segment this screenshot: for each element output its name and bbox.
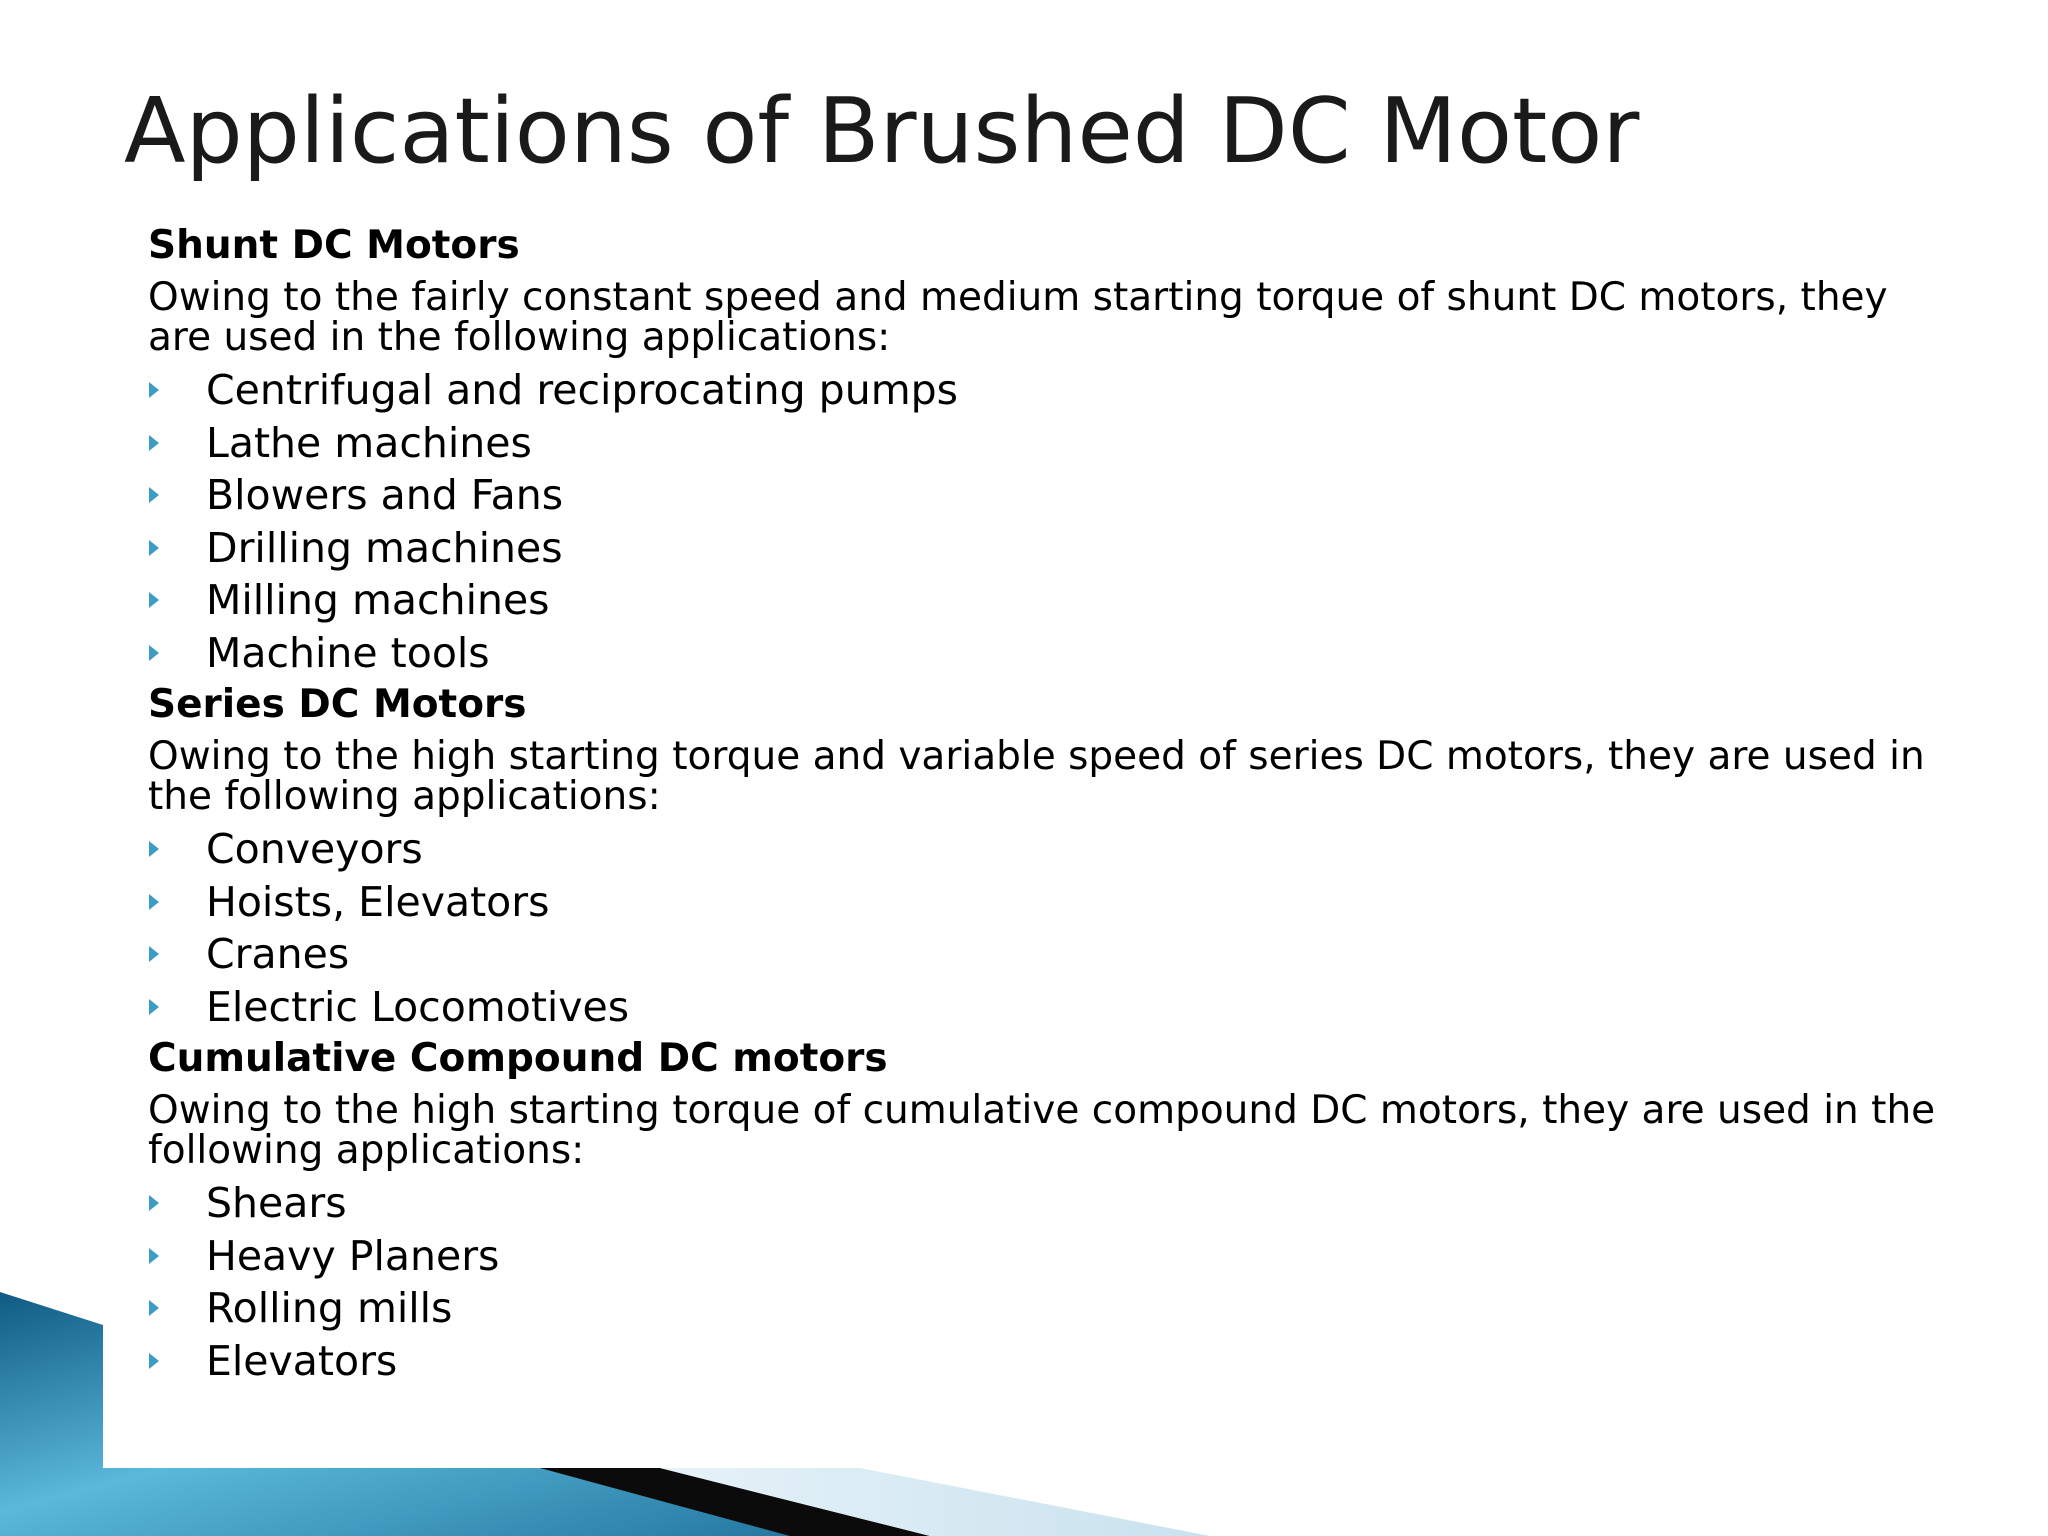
list-item	[148, 823, 1948, 876]
bullet-arrow-icon	[149, 435, 159, 451]
bullet-arrow-icon	[149, 540, 159, 556]
bullet-arrow-icon	[149, 1248, 159, 1264]
slide-body	[148, 220, 1948, 1387]
list-item	[148, 1230, 1948, 1283]
application-list	[148, 1177, 1948, 1387]
section-heading: Shunt DC Motors	[148, 223, 520, 268]
bullet-arrow-icon	[149, 999, 159, 1015]
list-item	[148, 574, 1948, 627]
bullet-arrow-icon	[149, 841, 159, 857]
list-item-label: Lathe machines	[206, 418, 532, 467]
bullet-arrow-icon	[149, 1353, 159, 1369]
application-list	[148, 823, 1948, 1033]
bullet-arrow-icon	[149, 382, 159, 398]
list-item-label: Rolling mills	[206, 1284, 453, 1332]
bullet-arrow-icon	[149, 1300, 159, 1316]
list-item-label: Electric Locomotives	[206, 982, 630, 1031]
list-item	[148, 1282, 1948, 1335]
section-cumulative-compound-dc-motors	[148, 1033, 1948, 1387]
list-item	[148, 417, 1948, 470]
section-intro: Owing to the high starting torque and variable speed of series DC motors, they are used in the following applications:	[148, 734, 1925, 819]
slide-title: Applications of Brushed DC Motor	[124, 79, 1640, 184]
section-intro: Owing to the high starting torque of cumulative compound DC motors, they are used in the following applications:	[148, 1088, 1936, 1173]
list-item-label: Machine tools	[206, 628, 490, 677]
list-item-label: Conveyors	[206, 825, 423, 873]
list-item-label: Drilling machines	[206, 523, 563, 572]
list-item	[148, 364, 1948, 417]
bullet-arrow-icon	[149, 894, 159, 910]
list-item	[148, 469, 1948, 522]
list-item-label: Heavy Planers	[206, 1231, 500, 1280]
application-list	[148, 364, 1948, 679]
list-item-label: Elevators	[206, 1336, 398, 1385]
bullet-arrow-icon	[149, 487, 159, 503]
list-item	[148, 981, 1948, 1034]
list-item	[148, 522, 1948, 575]
section-heading: Series DC Motors	[148, 682, 527, 727]
list-item	[148, 928, 1948, 981]
list-item-label: Centrifugal and reciprocating pumps	[206, 366, 959, 414]
section-intro: Owing to the fairly constant speed and medium starting torque of shunt DC motors, they are used in the following applications:	[148, 275, 1888, 360]
bullet-arrow-icon	[149, 592, 159, 608]
section-series-dc-motors	[148, 679, 1948, 1033]
list-item	[148, 1335, 1948, 1388]
section-heading: Cumulative Compound DC motors	[148, 1036, 888, 1081]
bullet-arrow-icon	[149, 946, 159, 962]
list-item-label: Milling machines	[206, 576, 550, 624]
list-item-label: Blowers and Fans	[206, 471, 564, 519]
list-item-label: Cranes	[206, 930, 350, 978]
section-shunt-dc-motors	[148, 220, 1948, 679]
list-item	[148, 627, 1948, 680]
bullet-arrow-icon	[149, 645, 159, 661]
list-item-label: Shears	[206, 1179, 347, 1227]
list-item	[148, 1177, 1948, 1230]
bullet-arrow-icon	[149, 1195, 159, 1211]
list-item-label: Hoists, Elevators	[206, 877, 550, 926]
list-item	[148, 876, 1948, 929]
